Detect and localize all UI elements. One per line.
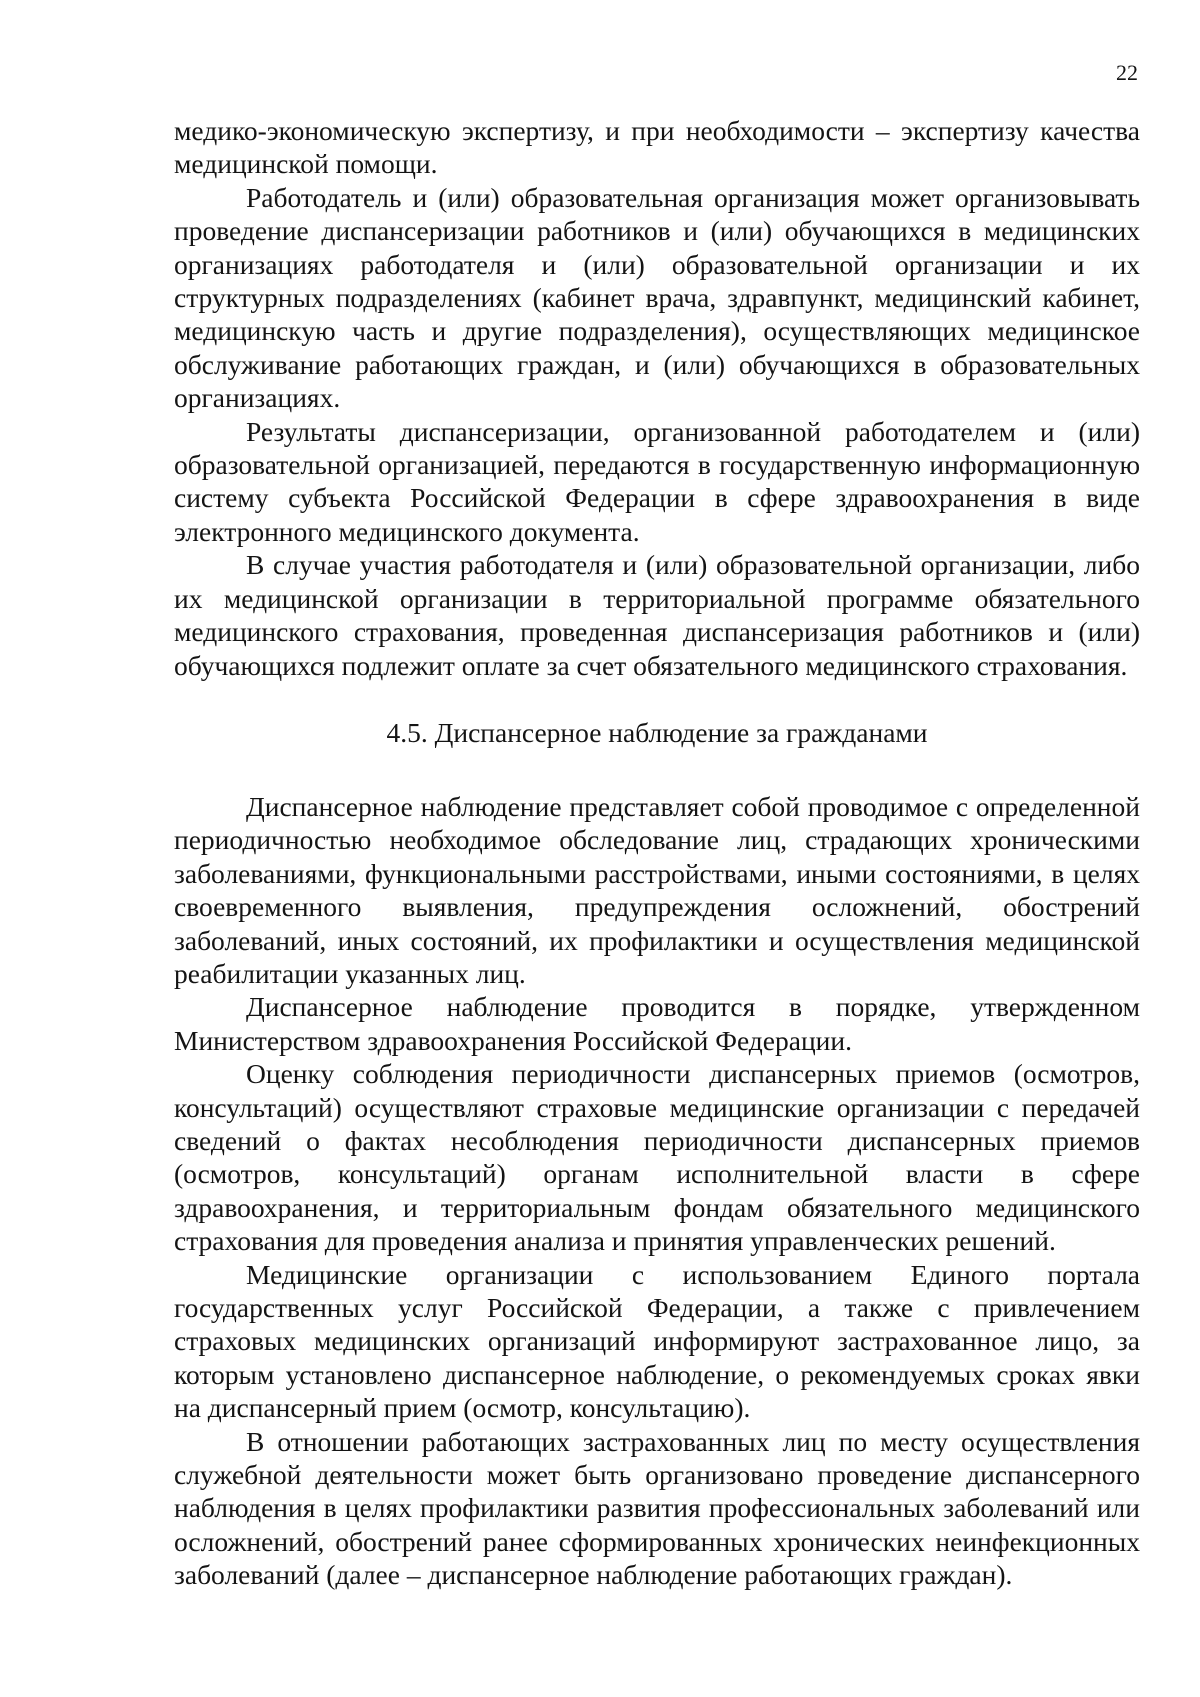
section-heading: 4.5. Диспансерное наблюдение за гражданами [386, 716, 928, 748]
paragraph-informing: Медицинские организации с использованием Единого портала государственных услуг Российской Федерации, а также с привлечением страховых медицинских организаций информируют застрахованное лицо, за которым установлено диспансерное наблюдение, о рекомендуемых сроках явки на диспансерный прием (осмотр, консультацию). [174, 1258, 1140, 1424]
paragraph-assessment: Оценку соблюдения периодичности диспансерных приемов (осмотров, консультаций) осуществляют страховые медицинские организации с передачей сведений о фактах несоблюдения периодичности диспансерных приемов (осмотров, консультаций) органам исполнительной власти в сфере здравоохранения, и территориальным фондам обязательного медицинского страхования для проведения анализа и принятия управленческих решений. [174, 1058, 1140, 1257]
document-body [174, 114, 1140, 1592]
paragraph-working-citizens: В отношении работающих застрахованных лиц по месту осуществления служебной деятельности может быть организовано проведение диспансерного наблюдения в целях профилактики развития профессиональных заболеваний или осложнений, обострений ранее сформированных хронических неинфекционных заболеваний (далее – диспансерное наблюдение работающих граждан). [174, 1425, 1140, 1591]
paragraph-results-transfer: Результаты диспансеризации, организованной работодателем и (или) образовательной организацией, передаются в государственную информационную систему субъекта Российской Федерации в сфере здравоохранения в виде электронного медицинского документа. [174, 415, 1140, 547]
page-number: 22 [1116, 60, 1138, 85]
paragraph-continuation: медико-экономическую экспертизу, и при необходимости – экспертизу качества медицинской помощи. [174, 115, 1140, 180]
paragraph-payment: В случае участия работодателя и (или) образовательной организации, либо их медицинской организации в территориальной программе обязательного медицинского страхования, проведенная диспансеризация работников и (или) обучающихся подлежит оплате за счет обязательного медицинского страхования. [174, 549, 1140, 681]
paragraph-employer-organization: Работодатель и (или) образовательная организация может организовывать проведение диспансеризации работников и (или) обучающихся в медицинских организациях работодателя и (или) образовательной организации и их структурных подразделениях (кабинет врача, здравпункт, медицинский кабинет, медицинскую часть и другие подразделения), осуществляющих медицинское обслуживание работающих граждан, и (или) обучающихся в образовательных организациях. [174, 181, 1140, 414]
paragraph-definition: Диспансерное наблюдение представляет собой проводимое с определенной периодичностью необходимое обследование лиц, страдающих хроническими заболеваниями, функциональными расстройствами, иными состояниями, в целях своевременного выявления, предупреждения осложнений, обострений заболеваний, иных состояний, их профилактики и осуществления медицинской реабилитации указанных лиц. [174, 790, 1140, 989]
paragraph-procedure: Диспансерное наблюдение проводится в порядке, утвержденном Министерством здравоохранения Российской Федерации. [174, 991, 1140, 1056]
